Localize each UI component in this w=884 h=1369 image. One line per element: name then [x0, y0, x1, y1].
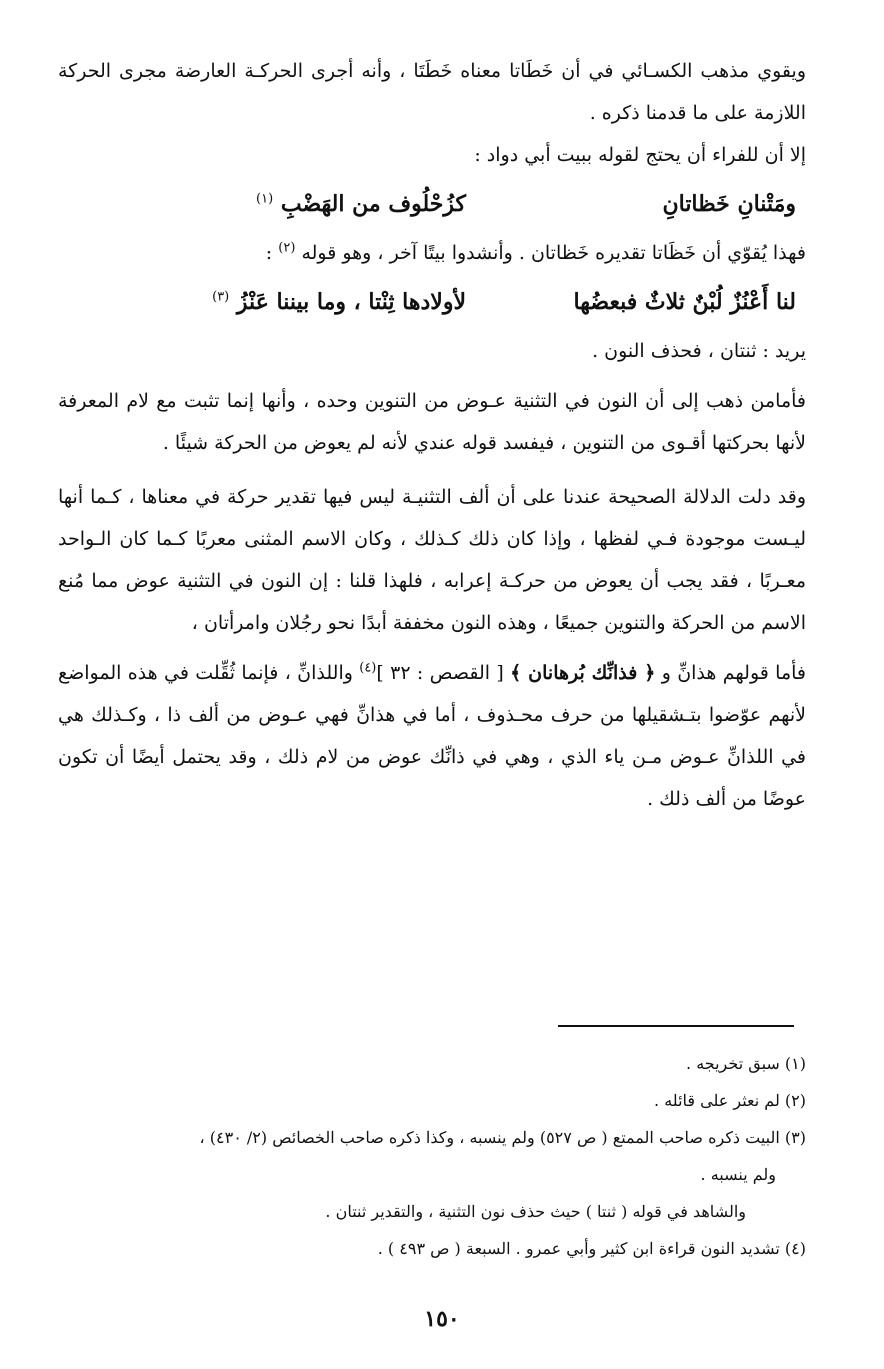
paragraph-yurid: يريد : ثنتان ، فحذف النون . — [592, 340, 806, 362]
footnote-divider — [558, 1025, 794, 1027]
verse-1-first-hemistich: ومَتْنانِ خَظاتانِ — [662, 191, 796, 217]
paragraph-hadhanni — [58, 652, 806, 820]
paragraph-hadhanni-rest: واللذانِّ ، فإنما ثُقِّلت في هذه المواضع لأنهم عوّضوا بتـشقيلها من حرف محـذوف ، أما في هذانِّ فهي عـوض من ألف ذا ، وكـذلك هي في اللذانِّ عـوض مـن ياء الذي ، وهي في ذانِّك عوض من لام ذلك ، وقد يحتمل أيضًا أن تكون عوضًا من ألف ذلك . — [58, 662, 806, 810]
footnote-3-shahid: والشاهد في قوله ( ثنتا ) حيث حذف نون التثنية ، والتقدير ثنتان . — [325, 1202, 746, 1221]
paragraph-farra: إلا أن للفراء أن يحتج لقوله ببيت أبي دواد : — [474, 144, 806, 166]
verse-2-second-text: لأولادها ثِنْتا ، وما بيننا عَنْزُ — [236, 289, 466, 315]
paragraph-another-verse — [58, 232, 806, 274]
paragraph-another-verse-colon: : — [265, 242, 279, 264]
paragraph-nun-tanwin: فأمامن ذهب إلى أن النون في التثنية عـوض من التنوين وحده ، وأنها إنما تثبت مع لام المعرفة لأنها بحركتها أقـوى من التنوين ، فيفسد قوله عندي لأنه لم يعوض من الحركة شيئًا . — [58, 390, 806, 454]
quran-quote: ﴿ فذانِّك بُرهانان ﴾ — [510, 662, 656, 684]
footnote-ref-2: (٢) — [278, 240, 296, 256]
main-text — [58, 50, 806, 820]
footnotes — [58, 1045, 806, 1267]
verse-abi-dawad — [58, 176, 806, 232]
footnote-4: (٤) تشديد النون قراءة ابن كثير وأبي عمرو . السبعة ( ص ٤٩٣ ) . — [377, 1239, 806, 1258]
verse-1-second-hemistich — [66, 176, 466, 232]
verse-2-second-hemistich — [66, 274, 466, 330]
footnote-3-continuation: ولم ينسبه . — [700, 1165, 776, 1184]
quran-reference: [ القصص : ٣٢ ] — [376, 662, 511, 684]
verse-1-second-text: كزُحْلُوف من الهَضْبِ — [280, 191, 466, 217]
paragraph-kisai: ويقوي مذهب الكسـائي في أن خَطَاتا معناه خَطَتَا ، وأنه أجرى الحركـة العارضة مجرى الحركة اللازمة على ما قدمنا ذكره . — [58, 60, 806, 124]
verse-2-first-hemistich: لنا أَعْنُزٌ لُبْنٌ ثلاثٌ فبعضُها — [573, 289, 796, 315]
paragraph-another-verse-text: فهذا يُقوّي أن خَظَاتا تقديره خَظاتان . وأنشدوا بيتًا آخر ، وهو قوله — [301, 242, 806, 264]
footnote-3: (٣) البيت ذكره صاحب الممتع ( ص ٥٢٧) ولم ينسبه ، وكذا ذكره صاحب الخصائص (٢/ ٤٣٠) ، — [199, 1128, 806, 1147]
paragraph-dalala: وقد دلت الدلالة الصحيحة عندنا على أن ألف التثنيـة ليس فيها تقدير حركة في معناها ، كـما أنها ليـست موجودة فـي لفظها ، وإذا كان ذلك كـذلك ، وكان الاسم المثنى معربًا كـما كان الـواحد معـربًا ، فقد يجب أن يعوض من حركـة إعرابه ، فلهذا قلنا : إن النون في التثنية عوض مما مُنع الاسم من الحركة والتنوين جميعًا ، وهذه النون مخففة أبدًا نحو رجُلان وامرأتان ، — [58, 486, 806, 634]
footnote-1: (١) سبق تخريجه . — [686, 1054, 806, 1073]
page-number: ١٥٠ — [424, 1306, 460, 1332]
verse-anz — [58, 274, 806, 330]
footnote-ref-1: (١) — [256, 191, 274, 207]
footnote-ref-4: (٤) — [359, 660, 377, 676]
footnote-2: (٢) لم نعثر على قائله . — [654, 1091, 806, 1110]
footnote-ref-3: (٣) — [212, 289, 230, 305]
paragraph-hadhanni-lead: فأما قولهم هذانِّ و — [655, 662, 807, 684]
